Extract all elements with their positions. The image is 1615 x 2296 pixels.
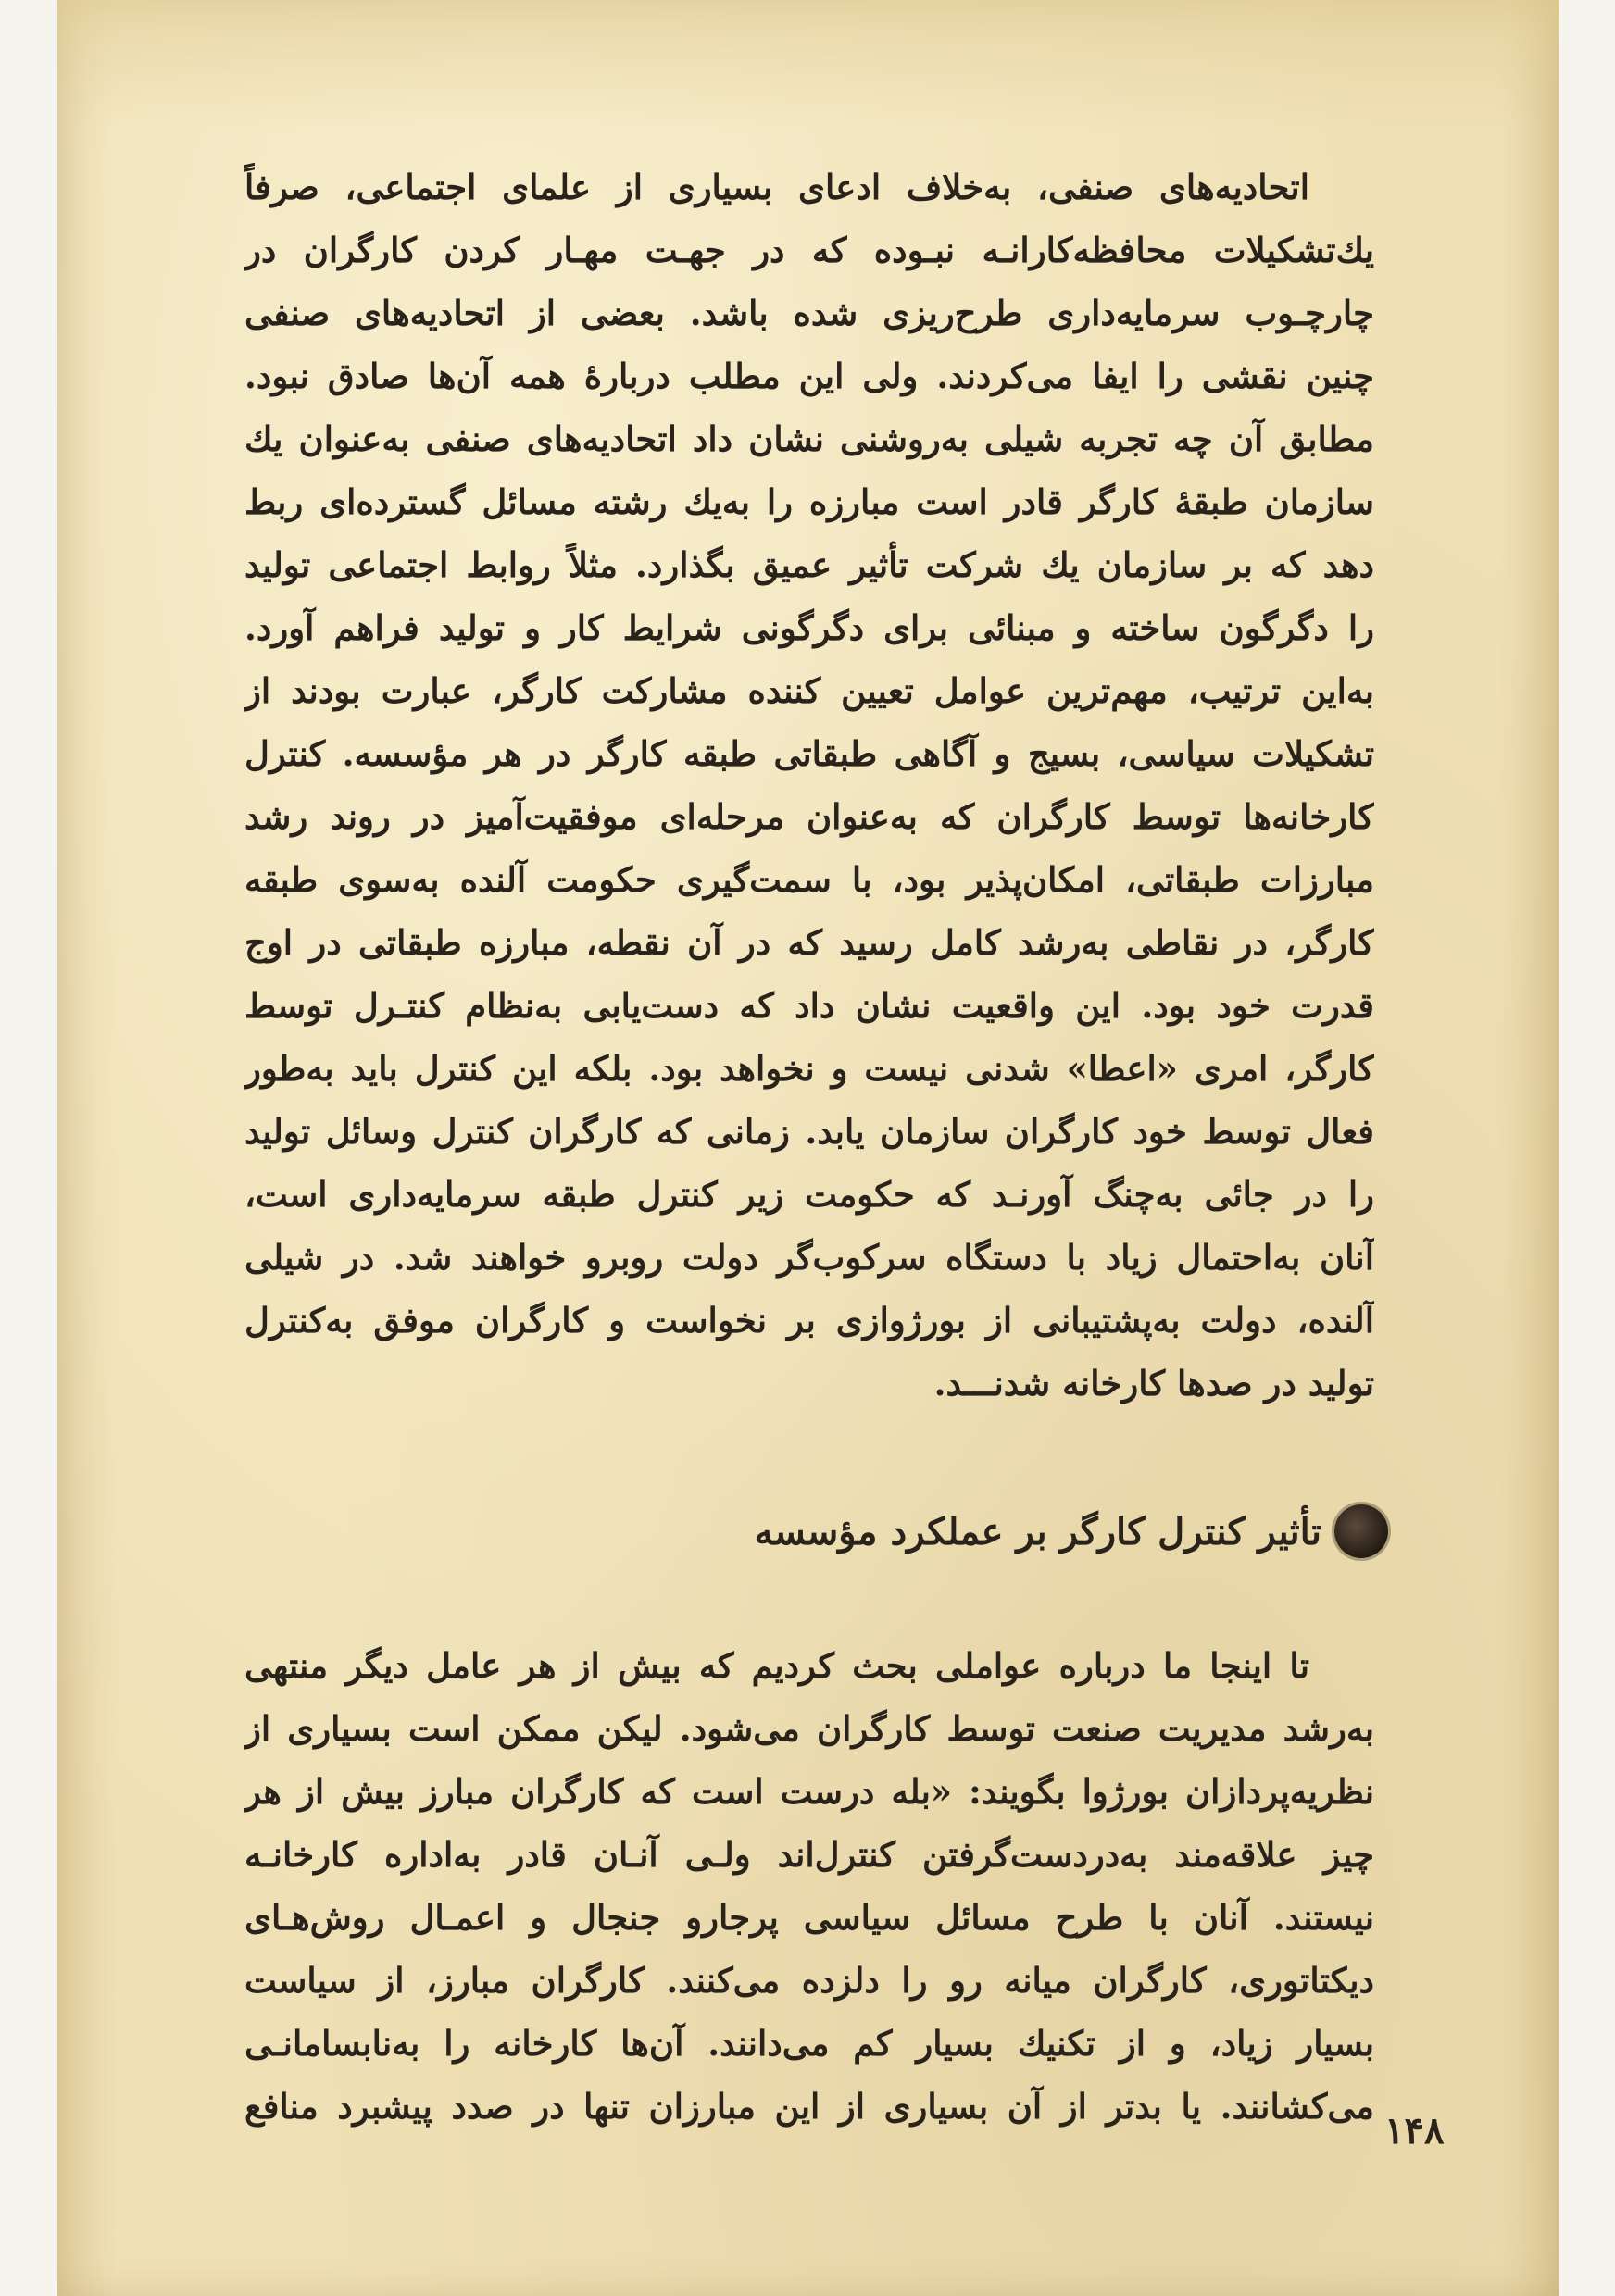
- text-line: تولید در صدها کارخانه شدنـــد.: [933, 1363, 1374, 1404]
- text-line: اتحادیه‌های صنفی، به‌خلاف ادعای بسیاری از علمای اجتماعی، صرفاً: [244, 167, 1309, 207]
- text-line: قدرت خود بود. این واقعیت نشان داد که دست‌یابی به‌نظام کنتـرل توسط: [244, 985, 1374, 1026]
- paragraph-2: [244, 1634, 1374, 2138]
- text-line: نیستند. آنان با طرح مسائل سیاسی پرجارو جنجال و اعمـال روش‌هـای: [244, 1897, 1374, 1938]
- paragraph-1: [244, 156, 1374, 1415]
- text-line: فعال توسط خود کارگران سازمان یابد. زمانی که کارگران کنترل وسائل تولید: [244, 1111, 1374, 1152]
- text-line: مطابق آن چه تجربه شیلی به‌روشنی نشان داد اتحادیه‌های صنفی به‌عنوان یك: [244, 418, 1374, 459]
- text-line: می‌کشانند. یا بدتر از آن بسیاری از این مبارزان تنها در صدد پیشبرد منافع: [244, 2086, 1374, 2127]
- text-line: نظریه‌پردازان بورژوا بگویند: «بله درست است که کارگران مبارز بیش از هر: [244, 1771, 1374, 1812]
- text-line: مبارزات طبقاتی، امکان‌پذیر بود، با سمت‌گیری حکومت آلنده به‌سوی طبقه: [244, 859, 1374, 900]
- section-heading: [755, 1504, 1388, 1558]
- text-line: به‌رشد مدیریت صنعت توسط کارگران می‌شود. لیکن ممکن است بسیاری از: [244, 1708, 1374, 1749]
- text-line: تا اینجا ما درباره عواملی بحث کردیم که بیش از هر عامل دیگر منتهی: [244, 1645, 1309, 1686]
- page-number: ۱۴۸: [1384, 2109, 1445, 2152]
- bullet-circle-icon: [1334, 1504, 1388, 1558]
- text-line: آلنده، دولت به‌پشتیبانی از بورژوازی بر نخواست و کارگران موفق به‌کنترل: [244, 1300, 1374, 1341]
- text-line: یك‌تشکیلات محافظه‌کارانـه نبـوده که در جهـت مهـار کردن کارگران در: [244, 230, 1374, 270]
- text-line: بسیار زیاد، و از تکنیك بسیار کم می‌دانند. آن‌ها کارخانه را به‌نابسامانـی: [244, 2023, 1374, 2064]
- text-line: کارگر، در نقاطی به‌رشد کامل رسید که در آن نقطه، مبارزه طبقاتی در اوج: [244, 922, 1374, 963]
- text-line: کارگر، امری «اعطا» شدنی نیست و نخواهد بود. بلکه این کنترل باید به‌طور: [244, 1048, 1374, 1089]
- text-line: چیز علاقه‌مند به‌دردست‌گرفتن کنترل‌اند ولـی آنـان قادر به‌اداره کارخانـه: [244, 1834, 1374, 1875]
- text-line: چنین نقشی را ایفا می‌کردند. ولی این مطلب دربارهٔ همه آن‌ها صادق نبود.: [244, 356, 1374, 396]
- text-line: کارخانه‌ها توسط کارگران که به‌عنوان مرحله‌ای موفقیت‌آمیز در روند رشد: [244, 796, 1374, 837]
- text-line: به‌این ترتیب، مهم‌ترین عوامل تعیین کننده مشارکت کارگر، عبارت بودند از: [244, 670, 1374, 711]
- page-top-shading: [57, 0, 1559, 130]
- text-line: دهد که بر سازمان یك شرکت تأثیر عمیق بگذارد. مثلاً روابط اجتماعی تولید: [244, 544, 1374, 585]
- text-line: سازمان طبقهٔ کارگر قادر است مبارزه را به‌یك رشته مسائل گسترده‌ای ربط: [244, 481, 1374, 522]
- text-line: را در جائی به‌چنگ آورنـد که حکومت زیر کنترل طبقه سرمایه‌داری است،: [244, 1174, 1374, 1215]
- text-line: را دگرگون ساخته و مبنائی برای دگرگونی شرایط کار و تولید فراهم آورد.: [244, 607, 1374, 648]
- text-line: چارچـوب سرمایه‌داری طرح‌ریزی شده باشد. بعضی از اتحادیه‌های صنفی: [244, 293, 1374, 333]
- text-line: تشکیلات سیاسی، بسیج و آگاهی طبقاتی طبقه کارگر در هر مؤسسه. کنترل: [244, 733, 1374, 774]
- text-line: آنان به‌احتمال زیاد با دستگاه سرکوب‌گر دولت روبرو خواهند شد. در شیلی: [244, 1237, 1374, 1278]
- section-heading-text: تأثیر کنترل کارگر بر عملکرد مؤسسه: [754, 1509, 1321, 1554]
- text-line: دیکتاتوری، کارگران میانه رو را دلزده می‌کنند. کارگران مبارز، از سیاست: [244, 1960, 1374, 2001]
